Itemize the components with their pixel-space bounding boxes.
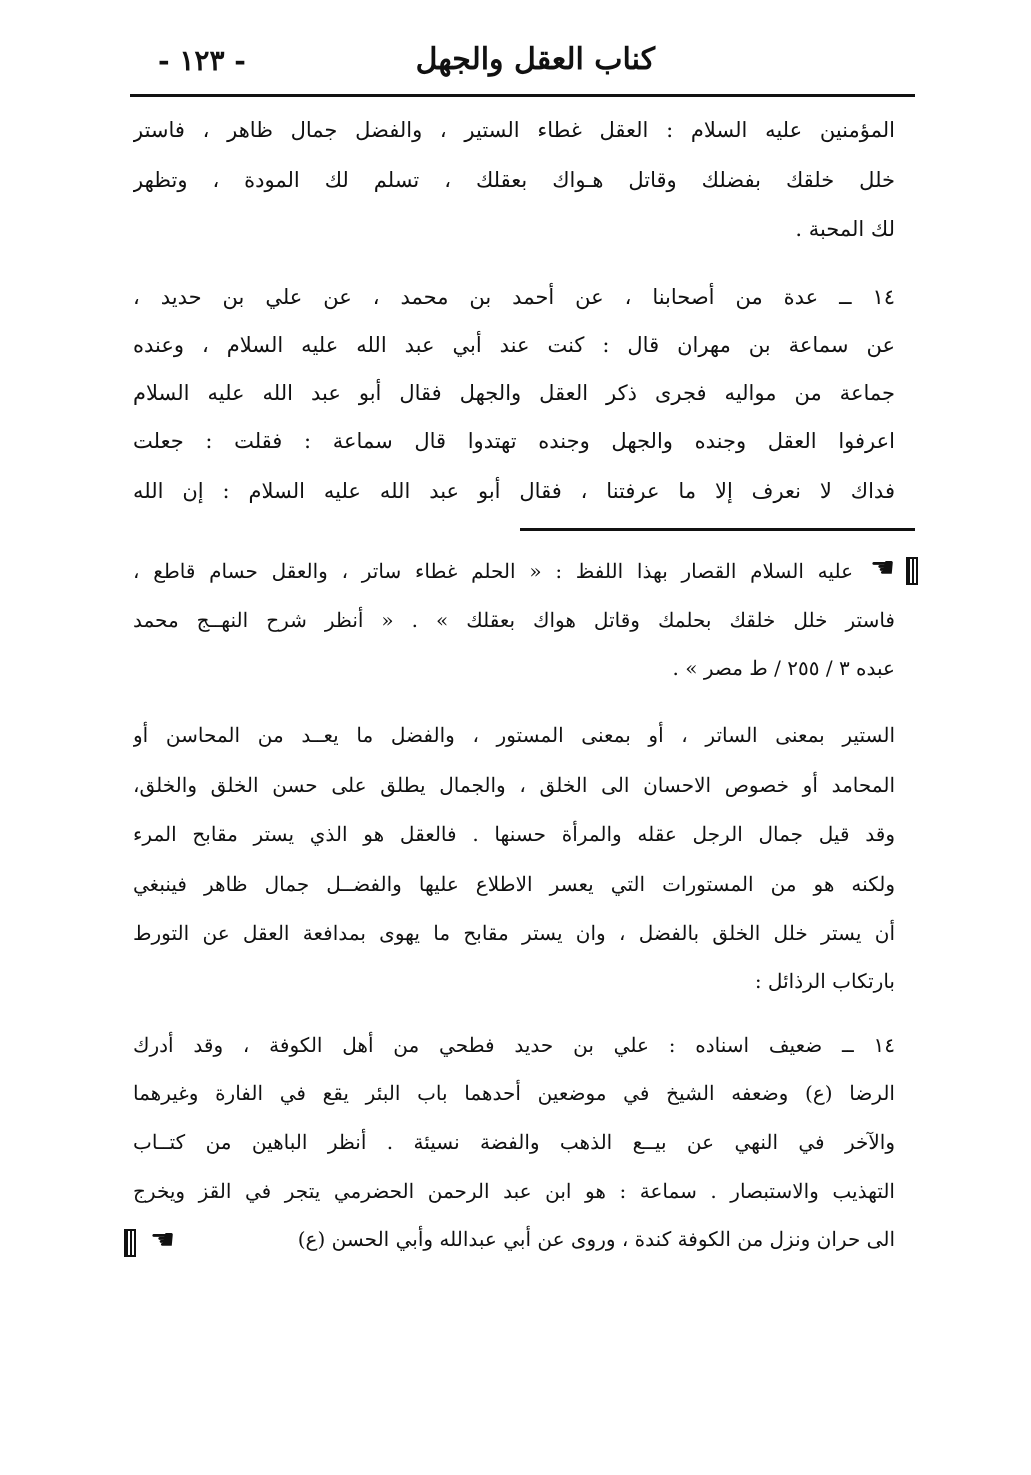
text-line: اعرفوا العقل وجنده والجهل وجنده تهتدوا قال سماعة : فقلت : جعلت [133,429,895,453]
text-line: فداك لا نعرف إلا ما عرفتنا ، فقال أبو عبد الله عليه السلام : إن الله [133,479,895,503]
note-line: ولكنه هو من المستورات التي يعسر الاطلاع عليها والفضــل جمال ظاهر فينبغي [133,872,895,896]
note-line: وقد قيل جمال الرجل عقله والمرأة حسنها . فالعقل هو الذي يستر مقابح المرء [133,822,895,846]
text-line: خلل خلقك بفضلك وقاتل هـواك بعقلك ، تسلم لك المودة ، وتظهر [133,168,895,192]
pointing-hand-icon: ☛ [870,551,896,584]
pointing-hand-icon: ☛ [150,1223,176,1256]
note-marker-bar [124,1229,136,1257]
note-marker-bar [906,557,918,585]
footnote-rule [520,528,915,531]
note-line: المحامد أو خصوص الاحسان الى الخلق ، والجمال يطلق على حسن الخلق والخلق، [133,773,895,797]
text-line: جماعة من مواليه فجرى ذكر العقل والجهل فقال أبو عبد الله عليه السلام [133,381,895,405]
header-rule [130,94,915,97]
note-line: ١٤ ــ ضعيف اسناده : علي بن حديد فطحي من أهل الكوفة ، وقد أدرك [133,1033,895,1057]
text-line: المؤمنين عليه السلام : العقل غطاء الستير ، والفضل جمال ظاهر ، فاستر [133,118,895,142]
note-line: أن يستر خلل الخلق بالفضل ، وان يستر مقابح ما يهوى بمدافعة العقل عن التورط [133,921,895,945]
running-title: كناب العقل والجهل [415,42,655,77]
text-line: ١٤ ــ عدة من أصحابنا ، عن أحمد بن محمد ، عن علي بن حديد ، [133,285,895,309]
page-number: - ١٢٣ - [158,44,246,77]
text-line: لك المحبة . [795,217,895,241]
page-header [130,40,915,90]
note-line: الرضا (ع) وضعفه الشيخ في موضعين أحدهما باب البئر يقع في الفارة وغيرهما [133,1081,895,1105]
text-line: عن سماعة بن مهران قال : كنت عند أبي عبد الله عليه السلام ، وعنده [133,333,895,357]
note-line: فاستر خلل خلقك بحلمك وقاتل هواك بعقلك » . « أنظر شرح النهــج محمد [133,608,895,632]
note-line: الى حران ونزل من الكوفة كندة ، وروى عن أبي عبدالله وأبي الحسن (ع) [297,1227,895,1251]
note-line: الستير بمعنى الساتر ، أو بمعنى المستور ، والفضل ما يعــد من المحاسن أو [133,723,895,747]
note-line: التهذيب والاستبصار . سماعة : هو ابن عبد الرحمن الحضرمي يتجر في القز ويخرج [133,1179,895,1203]
note-line: بارتكاب الرذائل : [754,969,895,993]
note-line: عليه السلام القصار بهذا اللفظ : « الحلم غطاء ساتر ، والعقل حسام قاطع ، [133,559,853,583]
note-line: والآخر في النهي عن بيــع الذهب والفضة نسيئة . أنظر الباهين من كتــاب [133,1130,895,1154]
note-line: عبده ٣ / ٢٥٥ / ط مصر » . [672,656,895,680]
